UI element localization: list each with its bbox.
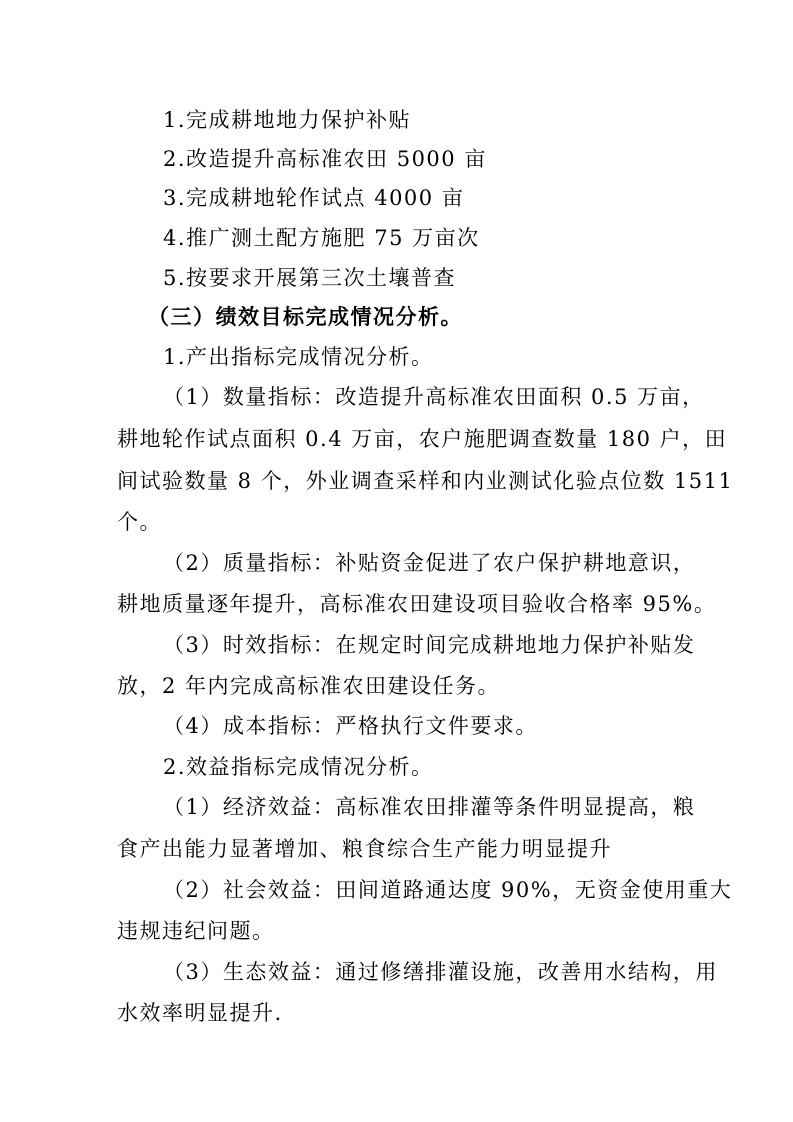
social-benefit-line-2: 违规违纪问题。: [117, 919, 275, 943]
social-benefit-line-1: （2）社会效益：田间道路通达度 90%，无资金使用重大: [163, 878, 733, 902]
quality-indicator-line-1: （2）质量指标：补贴资金促进了农户保护耕地意识，: [163, 551, 696, 575]
list-item-1: 1.完成耕地地力保护补贴: [163, 108, 412, 132]
economic-benefit-line-1: （1）经济效益：高标准农田排灌等条件明显提高，粮: [163, 795, 696, 819]
timeliness-indicator-line-1: （3）时效指标：在规定时间完成耕地地力保护补贴发: [163, 633, 696, 657]
quantity-indicator-line-4: 个。: [117, 510, 162, 534]
section-heading: （三）绩效目标完成情况分析。: [148, 305, 463, 329]
list-item-3: 3.完成耕地轮作试点 4000 亩: [163, 186, 465, 210]
ecological-benefit-line-2: 水效率明显提升.: [117, 1001, 283, 1025]
list-item-2: 2.改造提升高标准农田 5000 亩: [163, 147, 487, 171]
timeliness-indicator-line-2: 放，2 年内完成高标准农田建设任务。: [117, 674, 501, 698]
quantity-indicator-line-1: （1）数量指标：改造提升高标准农田面积 0.5 万亩，: [163, 385, 705, 409]
economic-benefit-line-2: 食产出能力显著增加、粮食综合生产能力明显提升: [117, 837, 612, 861]
cost-indicator-line-1: （4）成本指标：严格执行文件要求。: [163, 714, 538, 738]
output-indicators-heading: 1.产出指标完成情况分析。: [163, 345, 434, 369]
quantity-indicator-line-2: 耕地轮作试点面积 0.4 万亩，农户施肥调查数量 180 户，田: [117, 427, 728, 451]
list-item-5: 5.按要求开展第三次土壤普查: [163, 266, 457, 290]
benefit-indicators-heading: 2.效益指标完成情况分析。: [163, 755, 434, 779]
quality-indicator-line-2: 耕地质量逐年提升，高标准农田建设项目验收合格率 95%。: [117, 592, 717, 616]
list-item-4: 4.推广测土配方施肥 75 万亩次: [163, 226, 480, 250]
quantity-indicator-line-3: 间试验数量 8 个，外业调查采样和内业测试化验点位数 1511: [117, 469, 734, 493]
ecological-benefit-line-1: （3）生态效益：通过修缮排灌设施，改善用水结构，用: [163, 960, 718, 984]
